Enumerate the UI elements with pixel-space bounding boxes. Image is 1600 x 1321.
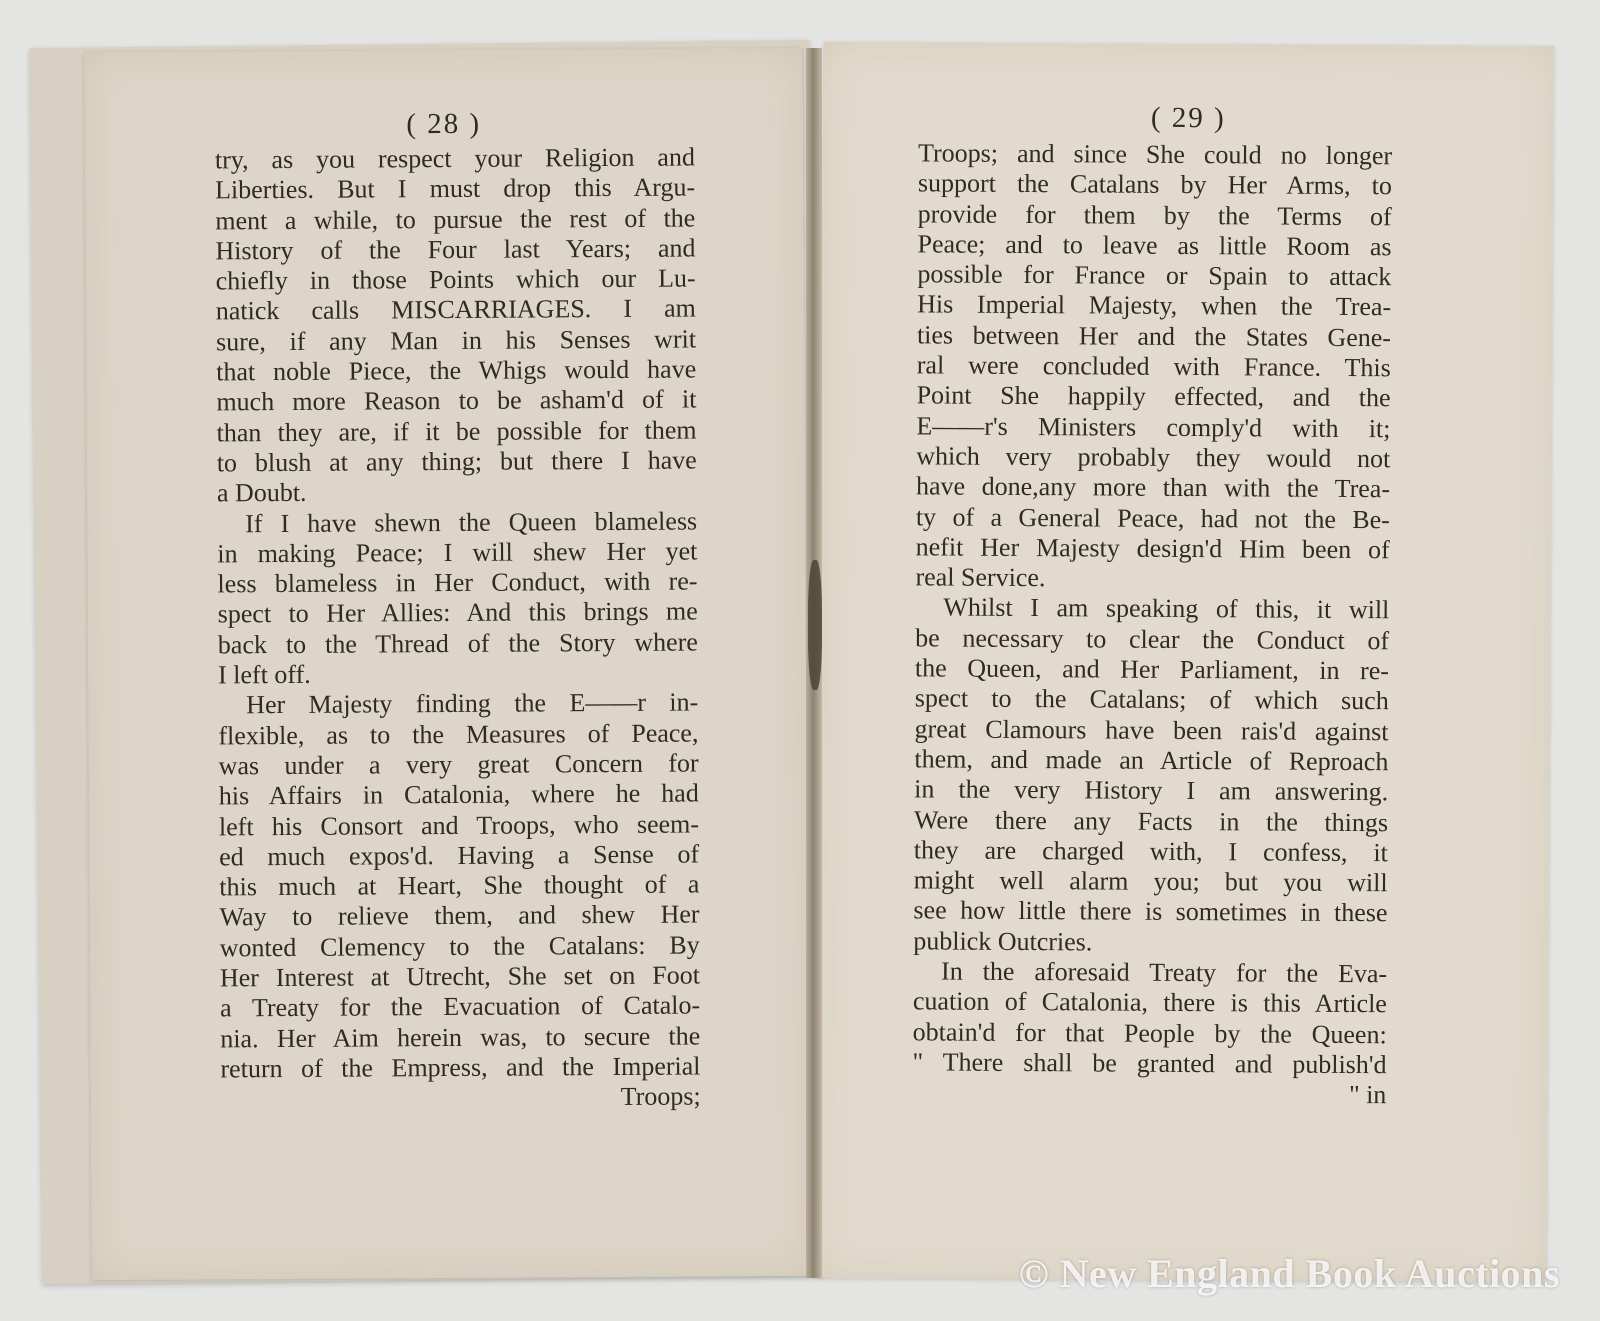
text-line: possible for France or Spain to attack: [917, 259, 1392, 292]
text-line: a Treaty for the Evacuation of Catalo-: [220, 990, 701, 1023]
text-line: to blush at any thing; but there I have: [216, 445, 697, 478]
text-line: His Imperial Majesty, when the Trea-: [917, 289, 1392, 322]
text-line: his Affairs in Catalonia, where he had: [218, 778, 699, 811]
text-line: wonted Clemency to the Catalans: By: [219, 930, 700, 963]
text-line: Way to relieve them, and shew Her: [219, 899, 700, 932]
text-line: flexible, as to the Measures of Peace,: [218, 718, 699, 751]
catchword-right: " in: [1348, 1080, 1387, 1110]
text-line: Were there any Facts in the things: [913, 804, 1389, 837]
text-line: ed much expos'd. Having a Sense of: [219, 839, 700, 872]
text-line: much more Reason to be asham'd of it: [216, 384, 697, 417]
text-line: was under a very great Concern for: [218, 748, 699, 781]
text-line: support the Catalans by Her Arms, to: [917, 168, 1392, 201]
text-line: If I have shewn the Queen blameless: [245, 506, 698, 538]
text-line: them, and made an Article of Reproach: [914, 744, 1389, 777]
text-line: cuation of Catalonia, there is this Article: [912, 986, 1388, 1019]
text-line: the Queen, and Her Parliament, in re-: [914, 653, 1390, 686]
text-line: spect to Her Allies: And this brings me: [217, 596, 698, 629]
catchword-left: Troops;: [620, 1081, 701, 1112]
text-line: natick calls MISCARRIAGES. I am: [215, 293, 696, 326]
text-line: provide for them by the Terms of: [917, 198, 1392, 231]
text-line: Whilst I am speaking of this, it will: [943, 592, 1390, 625]
text-line: nia. Her Aim herein was, to secure the: [220, 1021, 701, 1054]
text-line: History of the Four last Years; and: [215, 233, 696, 266]
left-page-text: [215, 142, 701, 1114]
text-line: ty of a General Peace, had not the Be-: [915, 501, 1390, 534]
text-line: that noble Piece, the Whigs would have: [216, 354, 697, 387]
text-line: ties between Her and the States Gene-: [916, 320, 1392, 353]
page-number-left: ( 28 ): [406, 107, 482, 141]
text-line: see how little there is sometimes in these: [913, 895, 1388, 928]
text-line: publick Outcries.: [913, 926, 1093, 957]
text-line: a Doubt.: [216, 478, 307, 508]
text-line: obtain'd for that People by the Queen:: [912, 1016, 1387, 1049]
watermark: © New England Book Auctions: [1018, 1251, 1560, 1296]
text-line: Her Majesty finding the E——r in-: [246, 687, 699, 720]
left-page: [84, 48, 809, 1280]
right-page-text: [912, 138, 1392, 1110]
text-line: sure, if any Man in his Senses writ: [215, 324, 697, 357]
text-line: have done,any more than with the Trea-: [915, 471, 1391, 504]
text-line: Point She happily effected, and the: [916, 380, 1391, 413]
text-line: which very probably they would not: [916, 441, 1391, 474]
text-line: nefit Her Majesty design'd Him been of: [915, 532, 1390, 565]
page-number-right: ( 29 ): [1150, 101, 1226, 135]
text-line: I left off.: [217, 659, 311, 690]
text-line: ral were concluded with France. This: [916, 350, 1391, 383]
text-line: return of the Empress, and the Imperial: [220, 1051, 701, 1084]
text-line: " There shall be granted and publish'd: [912, 1047, 1387, 1080]
gutter-tear: [808, 560, 822, 690]
text-line: Peace; and to leave as little Room as: [917, 229, 1392, 262]
text-line: this much at Heart, She thought of a: [219, 869, 700, 902]
text-line: in the very History I am answering.: [914, 774, 1389, 807]
text-line: E——r's Ministers comply'd with it;: [916, 411, 1391, 443]
text-line: chiefly in those Points which our Lu-: [215, 263, 696, 296]
text-line: they are charged with, I confess, it: [913, 835, 1388, 868]
text-line: back to the Thread of the Story where: [217, 627, 698, 660]
text-line: in making Peace; I will shew Her yet: [217, 536, 698, 569]
text-line: less blameless in Her Conduct, with re-: [217, 566, 698, 599]
right-page: [816, 42, 1554, 1282]
text-line: spect to the Catalans; of which such: [914, 683, 1389, 716]
text-line: Troops; and since She could no longer: [918, 138, 1393, 171]
text-line: Liberties. But I must drop this Argu-: [215, 172, 696, 205]
text-line: great Clamours have been rais'd against: [914, 713, 1389, 746]
text-line: left his Consort and Troops, who seem-: [218, 808, 700, 841]
text-line: In the aforesaid Treaty for the Eva-: [941, 956, 1388, 989]
text-line: ment a while, to pursue the rest of the: [215, 203, 696, 236]
text-line: real Service.: [915, 562, 1046, 593]
text-line: might well alarm you; but you will: [913, 865, 1388, 898]
text-line: try, as you respect your Religion and: [214, 142, 695, 175]
text-line: be necessary to clear the Conduct of: [915, 623, 1390, 655]
text-line: Her Interest at Utrecht, She set on Foot: [219, 960, 700, 993]
text-line: than they are, if it be possible for them: [216, 415, 697, 448]
